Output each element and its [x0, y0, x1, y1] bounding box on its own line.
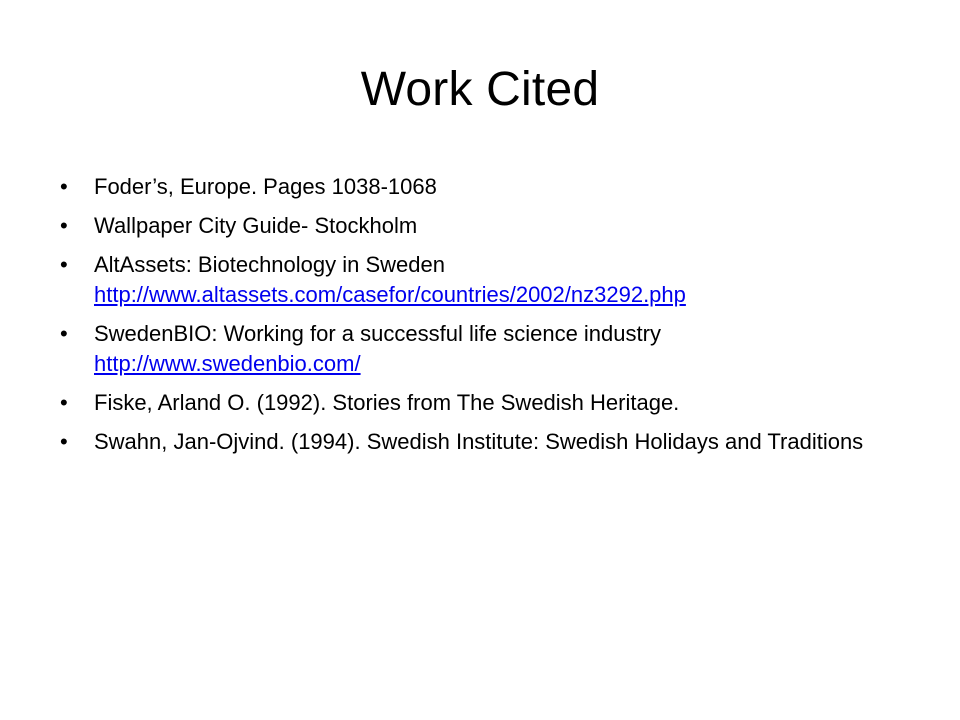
citation-item — [60, 319, 920, 379]
citation-text: SwedenBIO: Working for a successful life science industry — [94, 321, 661, 346]
citation-item — [60, 388, 920, 418]
citation-item — [60, 427, 920, 457]
citation-item — [60, 172, 920, 202]
bullet-icon: • — [60, 174, 68, 199]
citation-item — [60, 250, 920, 310]
citation-text: Fiske, Arland O. (1992). Stories from The Swedish Heritage. — [94, 390, 680, 415]
bullet-icon: • — [60, 429, 68, 454]
bullet-icon: • — [60, 390, 68, 415]
bullet-icon: • — [60, 252, 68, 277]
citation-text: Swahn, Jan-Ojvind. (1994). Swedish Institute: Swedish Holidays and Traditions — [94, 429, 864, 454]
citation-text: Wallpaper City Guide- Stockholm — [94, 213, 418, 238]
citation-item — [60, 211, 920, 241]
citation-text: Foder’s, Europe. Pages 1038-1068 — [94, 174, 437, 199]
slide-title: Work Cited — [360, 63, 600, 116]
citation-link[interactable]: http://www.swedenbio.com/ — [94, 351, 361, 376]
bullet-icon: • — [60, 321, 68, 346]
citation-link[interactable]: http://www.altassets.com/casefor/countries/2002/nz3292.php — [94, 282, 686, 307]
citation-list — [60, 172, 920, 466]
citation-text: AltAssets: Biotechnology in Sweden — [94, 252, 445, 277]
bullet-icon: • — [60, 213, 68, 238]
